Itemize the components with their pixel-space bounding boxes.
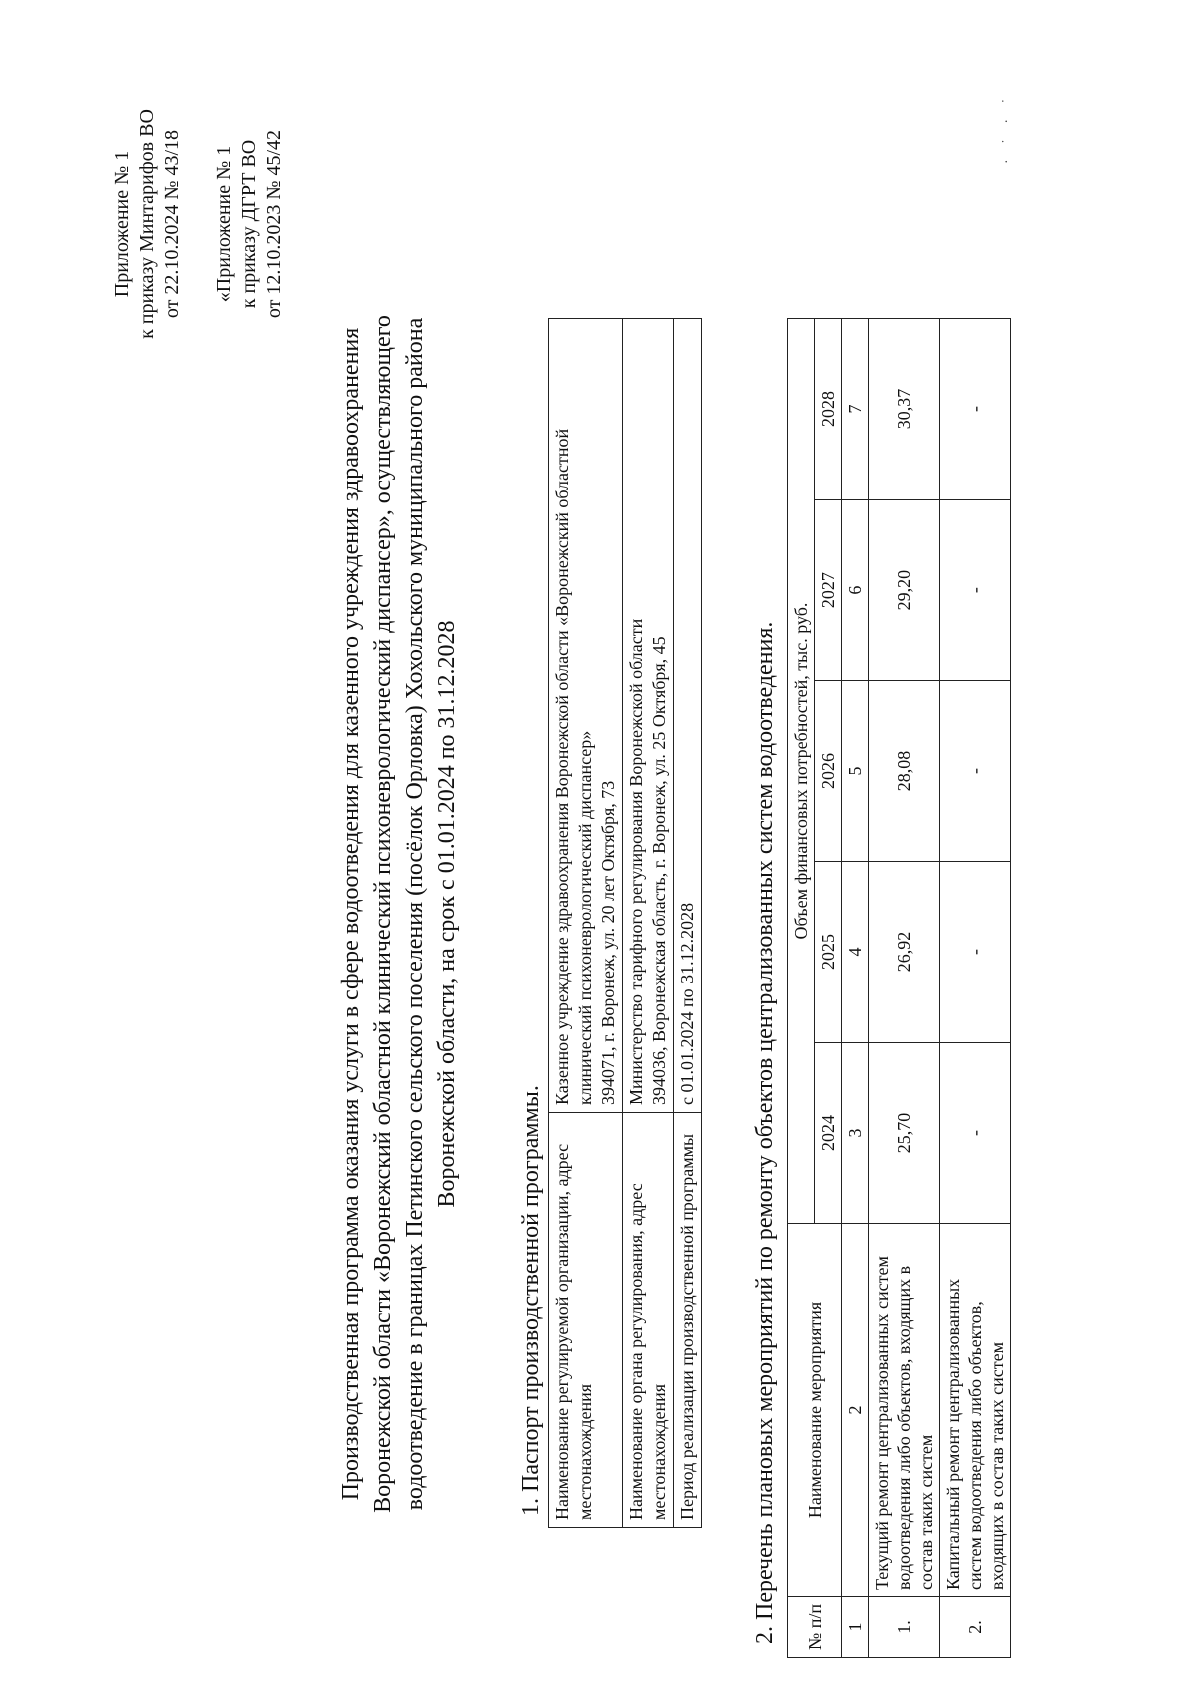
header-name: Наименование мероприятия — [788, 1224, 842, 1597]
row-name: Текущий ремонт централизованных систем водоотведения либо объектов, входящих в состав таких систем — [869, 1224, 940, 1597]
index-cell: 4 — [842, 862, 869, 1043]
passport-value-line: с 01.01.2024 по 31.12.2028 — [677, 902, 697, 1105]
header-year: 2028 — [815, 319, 842, 500]
header-year: 2026 — [815, 681, 842, 862]
measures-heading: 2. Перечень плановых мероприятий по ремонту объектов централизованных систем водоотведения. — [752, 621, 778, 1644]
header-num: № п/п — [788, 1597, 842, 1658]
appendix-2-line-2: к приказу ДГРТ ВО — [238, 139, 260, 309]
passport-value-line: 394036, Воронежская область, г. Воронеж, ул. 25 Октября, 45 — [649, 636, 669, 1105]
passport-table — [548, 318, 702, 1528]
document-title — [335, 314, 463, 1514]
row-value: 28,08 — [869, 681, 940, 862]
row-num: 2. — [940, 1597, 1011, 1658]
header-year: 2024 — [815, 1043, 842, 1224]
header-year: 2025 — [815, 862, 842, 1043]
row-value: - — [940, 1043, 1011, 1224]
passport-value — [549, 319, 623, 1113]
measures-table — [787, 318, 1011, 1658]
row-num: 1. — [869, 1597, 940, 1658]
row-value: 25,70 — [869, 1043, 940, 1224]
row-value: - — [940, 319, 1011, 500]
row-value: 30,37 — [869, 319, 940, 500]
title-line-2: Воронежской области «Воронежский областной клинический психоневрологический диспансер», осуществляющего — [370, 315, 396, 1513]
appendix-block-2 — [212, 104, 287, 344]
table-row — [940, 319, 1011, 1658]
passport-value-line: Министерство тарифного регулирования Воронежской области — [626, 618, 646, 1105]
table-row — [623, 319, 674, 1528]
appendix-block-1 — [110, 104, 185, 344]
header-group: Объем финансовых потребностей, тыс. руб. — [788, 319, 815, 1224]
passport-value — [623, 319, 674, 1113]
appendix-1-line-1: Приложение № 1 — [111, 150, 133, 298]
title-line-1: Производственная программа оказания услуги в сфере водоотведения для казенного учреждения здравоохранения — [338, 327, 364, 1501]
title-line-3: водоотведение в границах Петинского сельского поселения (посёлок Орловка) Хохольского муниципального района — [402, 317, 428, 1511]
scan-specks: · ˙ · ˙ — [1000, 92, 1015, 164]
row-value: - — [940, 500, 1011, 681]
row-value: 26,92 — [869, 862, 940, 1043]
table-row — [674, 319, 702, 1528]
row-name: Капитальный ремонт централизованных систем водоотведения либо объектов, входящих в состав таких систем — [940, 1224, 1011, 1597]
passport-value-line: Казенное учреждение здравоохранения Воронежской области «Воронежский областной клинический психоневрологический диспансер» — [552, 428, 595, 1105]
table-header-row — [788, 319, 815, 1658]
table-row — [549, 319, 623, 1528]
index-cell: 5 — [842, 681, 869, 862]
table-row — [869, 319, 940, 1658]
header-year: 2027 — [815, 500, 842, 681]
passport-label: Период реализации производственной программы — [674, 1113, 702, 1528]
index-cell: 6 — [842, 500, 869, 681]
passport-value-line: 394071, г. Воронеж, ул. 20 лет Октября, 73 — [598, 780, 618, 1105]
passport-label: Наименование органа регулирования, адрес местонахождения — [623, 1113, 674, 1528]
row-value: 29,20 — [869, 500, 940, 681]
index-cell: 3 — [842, 1043, 869, 1224]
index-cell: 2 — [842, 1224, 869, 1597]
passport-value — [674, 319, 702, 1113]
title-line-4: Воронежской области, на срок с 01.01.2024 по 31.12.2028 — [434, 620, 460, 1208]
index-cell: 7 — [842, 319, 869, 500]
appendix-2-line-1: «Приложение № 1 — [213, 145, 235, 303]
appendix-1-line-3: от 22.10.2024 № 43/18 — [161, 129, 183, 319]
row-value: - — [940, 862, 1011, 1043]
table-index-row — [842, 319, 869, 1658]
passport-label: Наименование регулируемой организации, адрес местонахождения — [549, 1113, 623, 1528]
passport-heading: 1. Паспорт производственной программы. — [518, 1085, 544, 1516]
appendix-1-line-2: к приказу Минтарифов ВО — [136, 109, 158, 339]
index-cell: 1 — [842, 1597, 869, 1658]
row-value: - — [940, 681, 1011, 862]
appendix-2-line-3: от 12.10.2023 № 45/42 — [263, 129, 285, 319]
